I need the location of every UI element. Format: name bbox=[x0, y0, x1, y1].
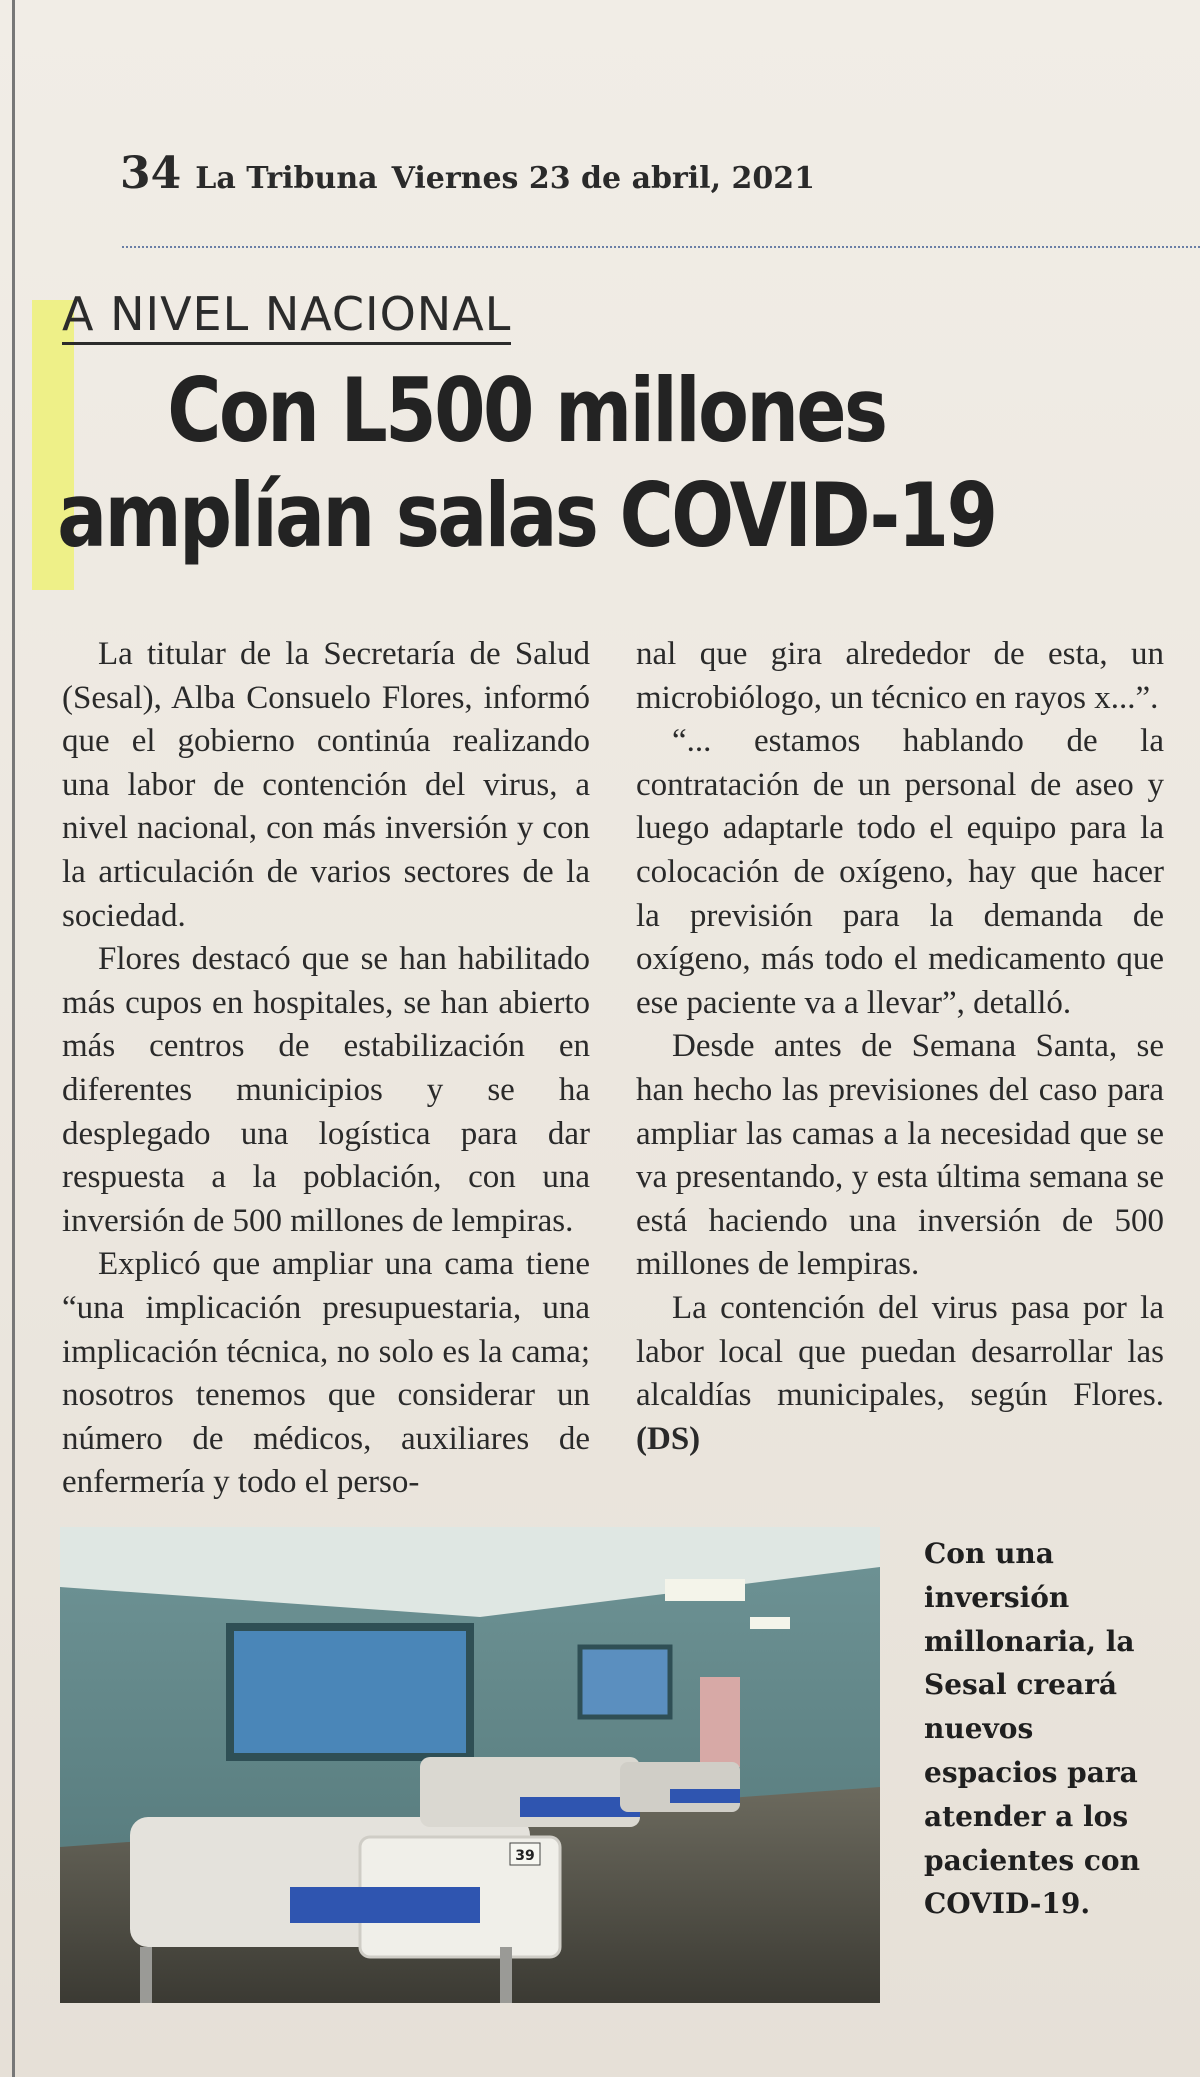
article-paragraph: Explicó que ampliar una cama tiene “una implicación presupuestaria, una implicación técnica, no solo es la cama; nosotros tenemos que considerar un número de médicos, auxiliares de enfermería y todo el perso- bbox=[62, 1246, 590, 1501]
article-paragraph-continued: nal que gira alrededor de esta, un microbiólogo, un técnico en rayos x...”. bbox=[636, 636, 1164, 716]
page-edge-rule bbox=[12, 0, 15, 2077]
article-paragraph: La titular de la Secretaría de Salud (Sesal), Alba Consuelo Flores, informó que el gobierno continúa realizando una labor de contención del virus, a nivel nacional, con más inversión y con la articulación de varios sectores de la sociedad. bbox=[62, 636, 590, 934]
photo-caption: Con una inversión millonaria, la Sesal creará nuevos espacios para atender a los pacientes con COVID-19. bbox=[924, 1537, 1140, 1921]
hospital-beds-illustration bbox=[60, 1527, 880, 2003]
newspaper-name: La Tribuna bbox=[195, 161, 378, 196]
hospital-ward-photo bbox=[60, 1527, 880, 2003]
issue-date: Viernes 23 de abril, 2021 bbox=[391, 161, 815, 196]
headline-line-2: amplían salas COVID-19 bbox=[57, 464, 996, 567]
section-label: A NIVEL NACIONAL bbox=[62, 288, 511, 345]
header-divider bbox=[122, 246, 1200, 248]
byline: (DS) bbox=[636, 1420, 701, 1457]
article-column-right bbox=[636, 633, 1164, 1461]
page-number: 34 bbox=[120, 148, 182, 199]
article-paragraph: Desde antes de Semana Santa, se han hecho las previsiones del caso para ampliar las camas a la necesidad que se va presentando, y esta última semana se está haciendo una inversión de 500 millones de lempiras. bbox=[636, 1028, 1164, 1283]
final-text: La contención del virus pasa por la labor local que puedan desarrollar las alcaldías municipales, según Flores. bbox=[636, 1289, 1164, 1414]
article-paragraph: Flores destacó que se han habilitado más cupos en hospitales, se han abierto más centros de estabilización en diferentes municipios y se ha desplegado una logística para dar respuesta a la población, con una inversión de 500 millones de lempiras. bbox=[62, 941, 590, 1239]
headline bbox=[56, 358, 997, 568]
article-paragraph-final bbox=[636, 1287, 1164, 1461]
headline-line-1: Con L500 millones bbox=[167, 359, 886, 462]
bed-number-label: 39 bbox=[515, 1848, 535, 1864]
article-column-left bbox=[62, 633, 590, 1505]
page-header bbox=[120, 148, 815, 199]
article-paragraph: “... estamos hablando de la contratación de un personal de aseo y luego adaptarle todo el equipo para la colocación de oxígeno, hay que hacer la previsión para la demanda de oxígeno, más todo el medicamento que ese paciente va a llevar”, detalló. bbox=[636, 723, 1164, 1021]
